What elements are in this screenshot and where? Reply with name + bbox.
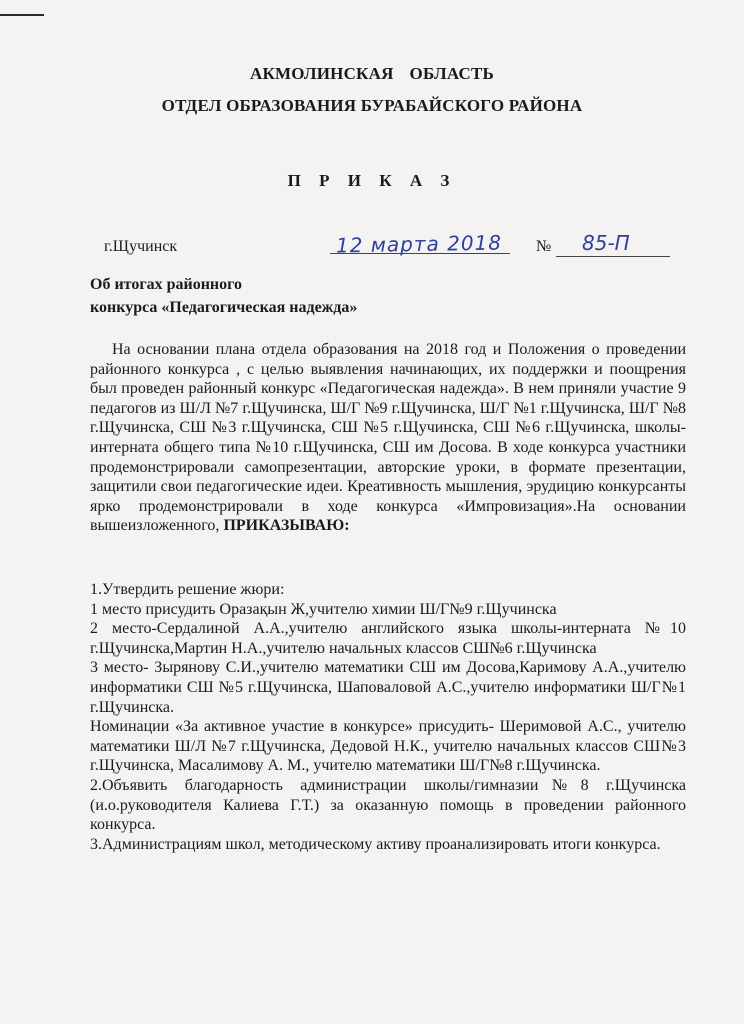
doc-type-heading: П Р И К А З (287, 171, 457, 190)
subject-line-2: конкурса «Педагогическая надежда» (90, 299, 358, 316)
handwritten-number: 85-П (582, 231, 630, 255)
order-item: 3.Администрациям школ, методическому активу проанализировать итоги конкурса. (90, 835, 661, 853)
handwritten-date: 12 марта 2018 (335, 230, 503, 258)
intro-paragraph (90, 340, 686, 536)
number-label: № (536, 238, 552, 255)
order-item: 3 место- Зырянову С.И.,учителю математики СШ им Досова,Каримову А.А.,учителю информатики СШ №5 г.Щучинска, Шаповаловой А.С.,учителю информатики Ш/Г№1 г.Щучинска. (90, 659, 686, 716)
edge-mark (0, 14, 44, 16)
department-heading: ОТДЕЛ ОБРАЗОВАНИЯ БУРАБАЙСКОГО РАЙОНА (161, 96, 583, 115)
intro-text: На основании плана отдела образования на 2018 год и Положения о проведении районного конкурса , с целью выявления начинающих, их поддержки и поощрения был проведен районный конкурс «Педагогическая надежда». В нем приняли участие 9 педагогов из Ш/Л №7 г.Щучинска, Ш/Г №9 г.Щучинска, Ш/Г №1 г.Щучинска, Ш/Г №8 г.Щучинска, СШ №3 г.Щучинска, СШ №5 г.Щучинска, СШ №6 г.Щучинска, школы-интерната общего типа №10 г.Щучинска, СШ им Досова. В ходе конкурса участники продемонстрировали самопрезентации, авторские уроки, в формате презентации, защитили свои педагогические идеи. Креативность мышления, эрудицию конкурсанты ярко продемонстрировали в ходе конкурса «Импровизация».На основании вышеизложенного, (90, 341, 686, 535)
region-word: АКМОЛИНСКАЯ (250, 64, 394, 83)
order-items (90, 580, 686, 854)
order-word: ПРИКАЗЫВАЮ: (223, 517, 350, 535)
city-label: г.Щучинск (104, 238, 178, 255)
subject-block (90, 273, 357, 319)
order-item: 1 место присудить Оразақын Ж,учителю химии Ш/Г№9 г.Щучинска (90, 600, 557, 618)
order-item: Номинации «За активное участие в конкурсе» присудить- Шеримовой А.С., учителю математики Ш/Л №7 г.Щучинска, Дедовой Н.К., учителю начальных классов СШ№3 г.Щучинска, Масалимову А. М., учителю математики Ш/Г№8 г.Щучинска. (90, 718, 686, 775)
order-item: 2 место-Сердалиной А.А.,учителю английского языка школы-интерната №10 г.Щучинска,Мартин Н.А.,учителю начальных классов СШ№6 г.Щучинска (90, 620, 686, 657)
region-heading (0, 64, 744, 84)
order-item: 2.Объявить благодарность администрации школы/гимназии№8 г.Щучинска (и.о.руководителя Калиева Г.Т.) за оказанную помощь в проведении районного конкурса. (90, 776, 686, 834)
order-item: 1.Утвердить решение жюри: (90, 581, 285, 598)
number-underline (556, 256, 670, 257)
region-word-2: ОБЛАСТЬ (409, 64, 494, 83)
subject-line-1: Об итогах районного (90, 276, 242, 293)
